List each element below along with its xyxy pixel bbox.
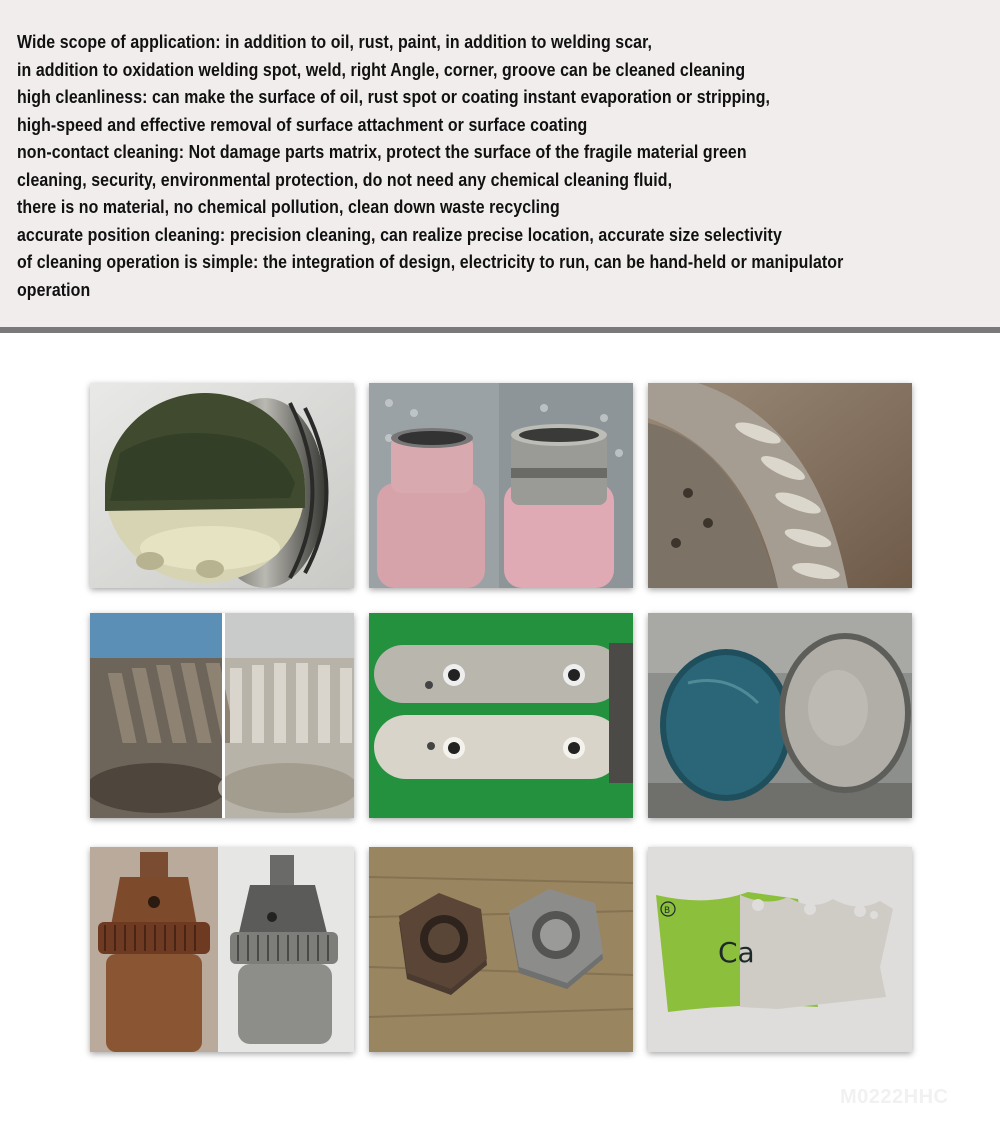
plate-circle-text: B xyxy=(664,906,671,916)
section-divider xyxy=(0,327,1000,333)
photo-brackets xyxy=(369,613,633,818)
description-line: accurate position cleaning: precision cleaning, can realize precise location, accurate size selectivity xyxy=(17,223,782,245)
description-line: there is no material, no chemical pollution, clean down waste recycling xyxy=(17,196,560,217)
description-line: cleaning, security, environmental protection, do not need any chemical cleaning fluid, xyxy=(17,168,673,190)
photo-weld-seam xyxy=(648,383,912,588)
description-line: high cleanliness: can make the surface of oil, rust spot or coating instant evaporation or stripping, xyxy=(17,86,771,107)
description-line: Wide scope of application: in addition to oil, rust, paint, in addition to welding scar, xyxy=(17,31,653,52)
description-line: non-contact cleaning: Not damage parts matrix, protect the surface of the fragile material green xyxy=(17,141,747,162)
description-line: high-speed and effective removal of surface attachment or surface coating xyxy=(17,113,588,135)
description-line: operation xyxy=(17,278,91,300)
description-panel xyxy=(0,0,1000,327)
description-line: in addition to oxidation welding spot, weld, right Angle, corner, groove can be cleaned cleaning xyxy=(17,58,746,80)
watermark-text: M0222HHC xyxy=(840,1086,949,1108)
photo-piston xyxy=(90,383,354,588)
description-text xyxy=(17,28,992,303)
photo-drill-chuck xyxy=(90,847,354,1052)
photo-gear xyxy=(90,613,354,818)
photo-drum-lid xyxy=(648,613,912,818)
description-line: of cleaning operation is simple: the integration of design, electricity to run, can be hand-held or manipulator xyxy=(17,251,844,272)
plate-marker-text: Ca xyxy=(718,936,755,969)
photo-hex-nuts xyxy=(369,847,633,1052)
photo-bottles xyxy=(369,383,633,588)
photo-coated-plate xyxy=(648,847,912,1052)
